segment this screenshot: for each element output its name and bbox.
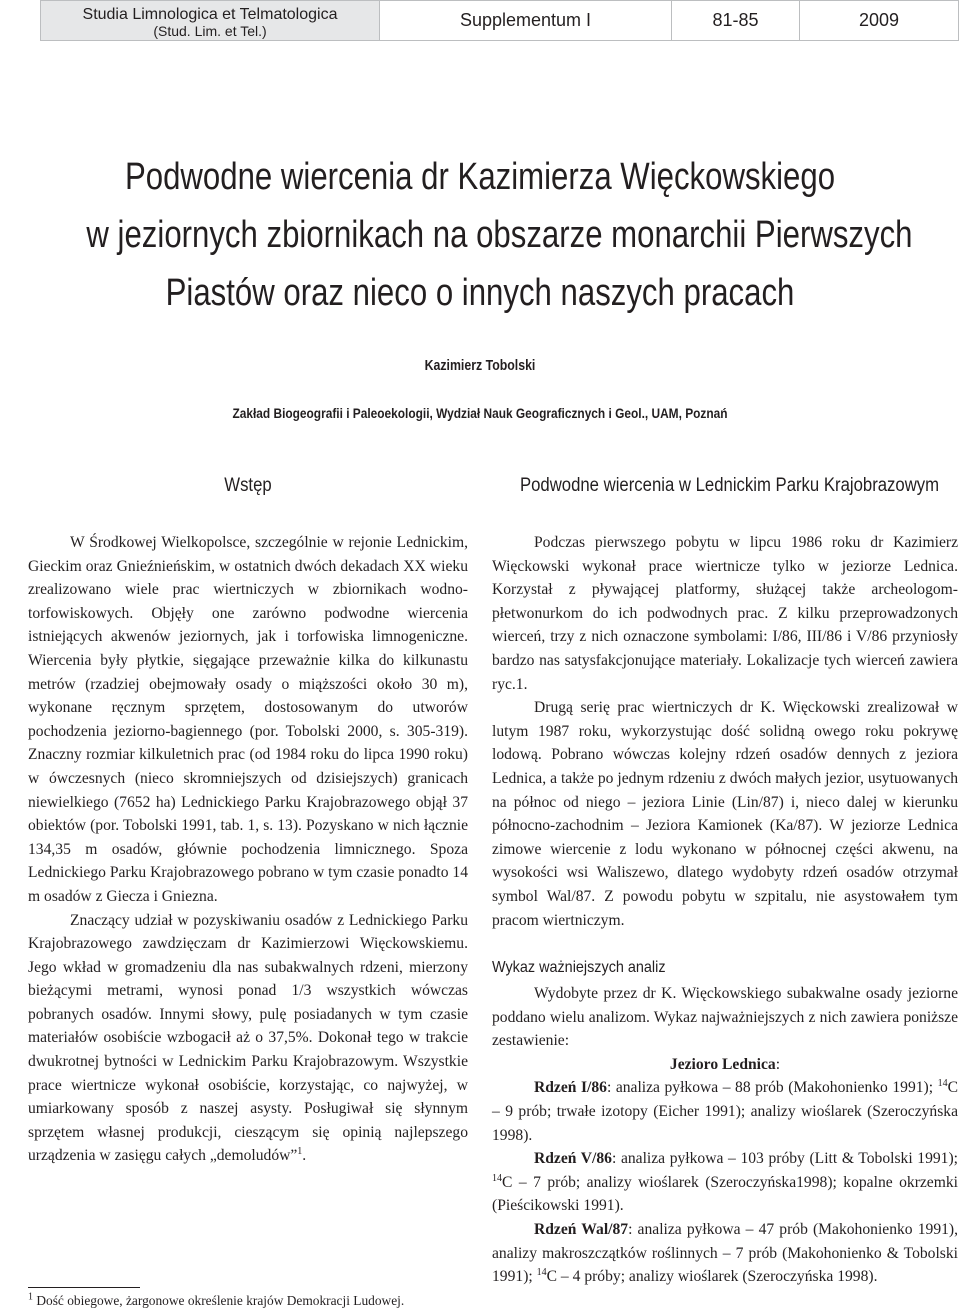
- core-label: Rdzeń I/86: [534, 1079, 607, 1097]
- footnote-text: Dość obiegowe, żargonowe określenie krajów Demokracji Ludowej.: [33, 1293, 405, 1308]
- core-text: : analiza pyłkowa – 47 prób (Makohonienko 1991), analizy makroszczątków roślinnych – 7 prób (Makohonienko & Tobolski 1991);: [492, 1221, 958, 1286]
- footnote-number: 1: [28, 1291, 33, 1303]
- paragraph: [28, 909, 468, 1169]
- supplement-label: Supplementum I: [379, 1, 671, 40]
- subsection-heading: Wykaz ważniejszych analiz: [492, 959, 666, 977]
- lake-heading: [492, 1053, 958, 1077]
- core-text: C – 9 prób; trwałe izotopy (Eicher 1991); analizy wioślarek (Szeroczyńska 1998).: [492, 1079, 958, 1144]
- isotope-superscript: 14: [536, 1267, 547, 1279]
- lake-name: Jezioro Lednica: [669, 1055, 776, 1073]
- article-title: [86, 148, 913, 322]
- paragraph: W Środkowej Wielkopolsce, szczególnie w rejonie Lednickim, Gieckim oraz Gnieźnieńskim, w ostatnich dwóch dekadach XX wieku zrealizowano wiele prac wiertniczych w zbiornikach wodno-torfowiskowych. Objęły one zarówno podwodne wiercenia istniejących akwenów jeziornych, jak i torfowiska limnogeniczne. Wiercenia były płytkie, sięgające przeważnie kilka do kilkunastu metrów (rzadziej obejmowały osady o miąższości około 30 m), wykonane ręcznym sprzętem, dostosowanym do utworów pochodzenia jeziorno-bagiennego (por. Tobolski 2000, s. 305-319). Znaczny rozmiar kilkuletnich prac (od 1984 roku do lipca 1990 roku) w ówczesnych (nieco skromniejszych od dzisiejszych) granicach niewielkiego (7652 ha) Lednickiego Parku Krajobrazowego objął 37 obiektów (por. Tobolski 1991, tab. 1, s. 13). Pozyskano w nich łącznie 134,35 m osadów, głównie pochodzenia limnicznego. Spoza Lednickiego Parku Krajobrazowego pobrano w tym czasie ponadto 14 m osadów z Giecza i Gniezna.: [28, 534, 468, 905]
- publication-year: 2009: [799, 1, 958, 40]
- core-text: C – 4 próby; analizy wioślarek (Szeroczyńska 1998).: [546, 1268, 878, 1286]
- journal-name-cell: [41, 1, 379, 40]
- journal-abbreviation: (Stud. Lim. et Tel.): [153, 22, 267, 39]
- isotope-superscript: 14: [937, 1078, 948, 1090]
- title-line: Piastów oraz nieco o innych naszych pracach: [165, 272, 795, 314]
- core-label: Rdzeń Wal/87: [534, 1221, 629, 1239]
- paragraph: Podczas pierwszego pobytu w lipcu 1986 roku dr Kazimierz Więckowski wykonał prace wiertnicze tylko w jeziorze Lednica. Korzystał z pływającej platformy, służącej także archeologom-płetwonurkom do ich podwodnych prac. Z kilku przeprowadzonych wierceń, trzy z nich oznaczone symbolami: I/86, III/86 i V/86 przyniosły bardzo nas satysfakcjonujące materiały. Lokalizacje tych wierceń zawiera ryc.1.: [492, 534, 958, 693]
- section-heading-drilling: Podwodne wiercenia w Lednickim Parku Krajobrazowym: [519, 475, 940, 496]
- core-entry: [492, 1218, 958, 1289]
- core-text: : analiza pyłkowa – 103 próby (Litt & Tobolski 1991);: [611, 1150, 958, 1168]
- journal-name: Studia Limnologica et Telmatologica: [82, 5, 338, 23]
- paragraph: Wydobyte przez dr K. Więckowskiego subakwalne osady jeziorne poddano wielu analizom. Wykaz najważniejszych z nich zawiera poniższe zestawienie:: [492, 985, 958, 1050]
- title-line: w jeziornych zbiornikach na obszarze monarchii Pierwszych: [86, 214, 913, 256]
- isotope-superscript: 14: [492, 1172, 502, 1184]
- footnote: [28, 1292, 468, 1310]
- left-column: [28, 470, 468, 1168]
- page-range: 81-85: [671, 1, 799, 40]
- author-affiliation: Zakład Biogeografii i Paleoekologii, Wydział Nauk Geograficznych i Geol., UAM, Poznań: [232, 405, 728, 421]
- core-text: : analiza pyłkowa – 88 prób (Makohonienko 1991);: [606, 1079, 938, 1097]
- core-entry: [492, 1076, 958, 1147]
- section-heading-introduction: Wstęp: [224, 475, 272, 496]
- core-entry: [492, 1147, 958, 1218]
- core-text: C – 7 prób; analizy wioślarek (Szeroczyńska1998); kopalne okrzemki (Pieścikowski 1991).: [492, 1173, 958, 1215]
- right-column: [492, 470, 958, 1289]
- paragraph: Drugą serię prac wiertniczych dr K. Więckowski zrealizował w lutym 1987 roku, wykorzystując dość solidną owego roku pokrywę lodową. Pobrano wówczas kolejny rdzeń osadów dennych z jeziora Lednica, a także po jednym rdzeniu z dwóch małych jezior, usytuowanych na północ od niego – jeziora Linie (Lin/87) i, nieco dalej w kierunku północno-zachodnim – Jeziora Kamionek (Ka/87). W jeziorze Lednica zimowe wiercenie z lodu wykonano w północnej części akwenu, na wysokości wsi Waliszewo, dlatego wydobyty rdzeń osadów otrzymał symbol Wal/87. Z powodu pobytu w szpitalu, nie asystowałem tym pracom wiertniczym.: [492, 699, 958, 929]
- core-label: Rdzeń V/86: [534, 1150, 612, 1168]
- journal-header: [40, 0, 959, 41]
- lake-colon: :: [775, 1055, 781, 1073]
- footnote-marker: 1: [297, 1146, 303, 1158]
- footnote-divider: [28, 1287, 140, 1288]
- paragraph-text: Znaczący udział w pozyskiwaniu osadów z Lednickiego Parku Krajobrazowego zawdzięczam dr Kazimierzowi Więckowskiemu. Jego wkład w gromadzeniu dla nas subakwalnych rdzeni, mierzony bieżącymi metrami, wynosi ponad 1/3 wszystkich wówczas pobranych osadów. Innymi słowy, pulę posiadanych w tym czasie materiałów osobiście wzbogacił aż o 37,5%. Dokonał tego w trakcie dwukrotnej bytności w Lednickim Parku Krajobrazowym. Wszystkie prace wiertnicze wykonał osobiście, korzystając, co najwyżej, w umiarkowany sposób z naszej asysty. Posługiwał się słynnym sprzętem własnej produkcji, cieszącym się opinią najlepszego urządzenia w zasięgu całych „demoludów”: [28, 911, 468, 1165]
- author-name: Kazimierz Tobolski: [424, 358, 536, 374]
- paragraph-end: .: [302, 1147, 307, 1165]
- title-line: Podwodne wiercenia dr Kazimierza Więckowskiego: [124, 156, 836, 198]
